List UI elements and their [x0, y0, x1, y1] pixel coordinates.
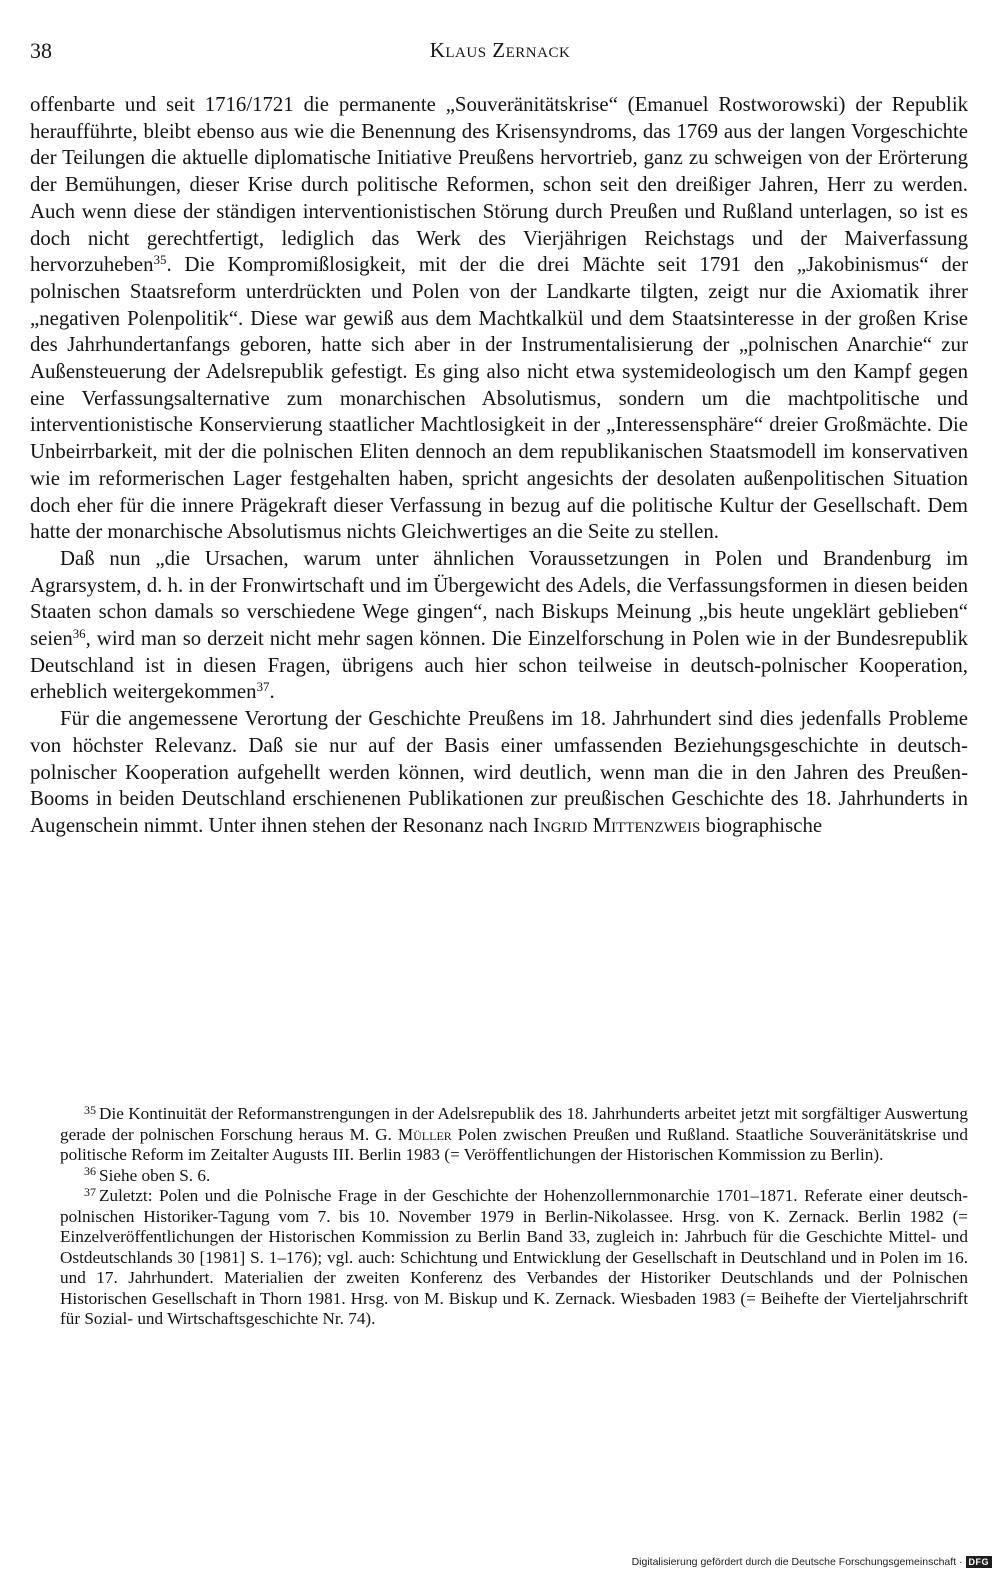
digitization-credit: [632, 1556, 992, 1568]
page-number: 38: [30, 38, 52, 63]
footnotes: [60, 1104, 968, 1330]
footnote-number: 36: [84, 1164, 97, 1179]
footnote-author: Müller: [397, 1124, 452, 1144]
footnote-number: 35: [84, 1102, 97, 1117]
author-name: Ingrid Mittenzweis: [533, 813, 701, 837]
footnote-text: Siehe oben S. 6.: [99, 1165, 211, 1185]
paragraph-3-text-a: Für die angemessene Verortung der Geschichte Preußens im 18. Jahrhundert sind dies jedenfalls Probleme von höchster Relevanz. Daß sie nur auf der Basis einer umfassenden Beziehungsgeschichte in deutsch-polnischer Kooperation aufgehellt werden können, wird deutlich, wenn man die in den Jahren des Preußen-Booms in beiden Deutschland erschienenen Publikationen zur preußischen Geschichte des 18. Jahrhunderts in Augenschein nimmt. Unter ihnen stehen der Resonanz nach: [30, 707, 968, 837]
footnote-37: [60, 1186, 968, 1330]
paragraph-1-text-b: . Die Kompromißlosigkeit, mit der die drei Mächte seit 1791 den „Jakobinismus“ der polnischen Staatsreform unterdrückten und Polen von der Landkarte tilgten, zeigt nur die Axiomatik ihrer „negativen Polenpolitik“. Diese war gewiß aus dem Machtkalkül und dem Staatsinteresse in der großen Krise des Jahrhundertanfangs geboren, hatte sich aber in der Instrumentalisierung der „polnischen Anarchie“ zur Außensteuerung der Adelsrepublik gefestigt. Es ging also nicht etwa systemideologisch um den Kampf gegen eine Verfassungsalternative zum monarchischen Absolutismus, sondern um die machtpolitische und interventionistische Konservierung staatlicher Machtlosigkeit in der „Interessensphäre“ dreier Großmächte. Die Unbeirrbarkeit, mit der die polnischen Eliten dennoch an dem republikanischen Staatsmodell im konservativen wie im reformerischen Lager festgehalten haben, spricht angesichts der desolaten außenpolitischen Situation doch eher für die innere Prägekraft dieser Verfassung in bezug auf die politische Kultur der Gesellschaft. Dem hatte der monarchische Absolutismus nichts Gleichwertiges an die Seite zu stellen.: [30, 253, 968, 544]
footnote-text: Zuletzt: Polen und die Polnische Frage in der Geschichte der Hohenzollernmonarchie 1701–1871. Referate einer deutsch-polnischen Historiker-Tagung vom 7. bis 10. November 1979 in Berlin-Nikolassee. Hrsg. von K. Zernack. Berlin 1982 (= Einzelveröffentlichungen der Historischen Kommission zu Berlin Band 33, zugleich in: Jahrbuch für die Geschichte Mittel- und Ostdeutschlands 30 [1981] S. 1–176); vgl. auch: Schichtung und Entwicklung der Gesellschaft in Deutschland und in Polen im 16. und 17. Jahrhundert. Materialien der zweiten Konferenz des Verbandes der Historiker Deutschlands und der Polnischen Historischen Gesellschaft in Thorn 1981. Hrsg. von M. Biskup und K. Zernack. Wiesbaden 1983 (= Beihefte der Vierteljahrschrift für Sozial- und Wirtschaftsgeschichte Nr. 74).: [60, 1186, 968, 1328]
paragraph-2-text-c: .: [269, 680, 275, 704]
running-title: Klaus Zernack: [429, 38, 571, 62]
footnote-text: Die Kontinuität der Reformanstrengungen in der Adelsrepublik des 18. Jahrhunderts arbeitet jetzt mit sorgfältiger Auswertung gerade der polnischen Forschung heraus M. G.: [60, 1104, 968, 1144]
footnote-number: 37: [84, 1184, 97, 1199]
paragraph-1-text-a: offenbarte und seit 1716/1721 die permanente „Souveränitätskrise“ (Emanuel Rostworowski) der Republik heraufführte, bleibt ebenso aus wie die Benennung des Krisensyndroms, das 1769 aus der langen Vorgeschichte der Teilungen die aktuelle diplomatische Initiative Preußens hervortrieb, ganz zu schweigen von der Erörterung der Bemühungen, dieser Krise durch politische Reformen, schon seit den dreißiger Jahren, Herr zu werden. Auch wenn diese der ständigen interventionistischen Störung durch Preußen und Rußland unterlagen, so ist es doch nicht gerechtfertigt, lediglich das Werk des Vierjährigen Reichstags und der Maiverfassung hervorzuheben: [30, 93, 968, 277]
credit-text: Digitalisierung gefördert durch die Deutsche Forschungsgemeinschaft ·: [631, 1556, 963, 1568]
body-text: [30, 92, 968, 840]
footnote-35: [60, 1104, 968, 1166]
paragraph-2-text-a: Daß nun „die Ursachen, warum unter ähnlichen Voraussetzungen in Polen und Brandenburg im Agrarsystem, d. h. in der Fronwirtschaft und im Übergewicht des Adels, die Verfassungsformen in diesen beiden Staaten schon damals so verschiedene Wege gingen“, nach Biskups Meinung „bis heute ungeklärt geblieben“ seien: [30, 546, 968, 651]
footnote-ref-37: 37: [256, 680, 270, 695]
paragraph-3-text-b: biographische: [700, 813, 823, 837]
paragraph-2: [30, 546, 968, 706]
footnote-text: Polen zwischen Preußen und Rußland. Staatliche Souveränitätskrise und politische Reform im Zeitalter Augusts III. Berlin 1983 (= Veröffentlichungen der Historischen Kommission zu Berlin).: [60, 1124, 968, 1164]
footnote-36: [60, 1166, 968, 1187]
footnote-ref-36: 36: [72, 626, 86, 641]
dfg-logo-icon: DFG: [966, 1556, 993, 1568]
paragraph-1: [30, 92, 968, 546]
paragraph-3: [30, 706, 968, 840]
footnote-ref-35: 35: [153, 253, 167, 268]
paragraph-2-text-b: , wird man so derzeit nicht mehr sagen können. Die Einzelforschung in Polen wie in der Bundesrepublik Deutschland ist in diesen Fragen, übrigens auch hier schon teilweise in deutsch-polnischer Kooperation, erheblich weitergekommen: [30, 627, 968, 704]
